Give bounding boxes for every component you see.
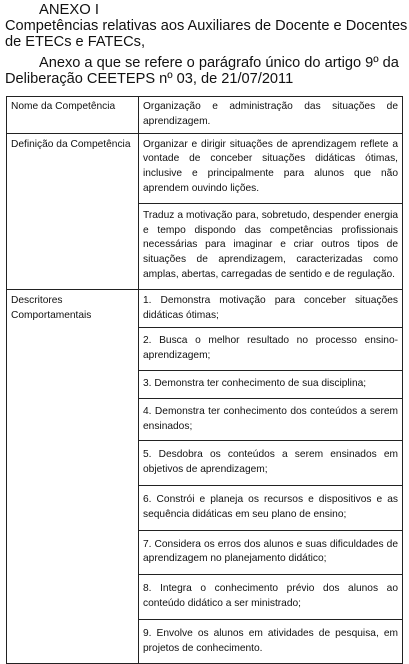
table-row [7,133,403,203]
definition-paragraph: Traduz a motivação para, sobretudo, despender energia e tempo dispondo das competências profissionais necessárias para imaginar e criar outros tipos de situações de aprendizagem, caracterizadas como amplas, abertas, carregadas de sentido e de regulação. [139,203,403,289]
competency-name: Organização e administração das situações de aprendizagem. [139,97,403,134]
descriptor-item: 7. Considera os erros dos alunos e suas dificuldades de aprendizagem no planejamento didático; [139,530,403,575]
definition-paragraph: Organizar e dirigir situações de aprendizagem reflete a vontade de conceber situações didáticas ótimas, inclusive e principalmente para alunos que não aprendem ouvindo lições. [139,133,403,203]
title-line-2: de ETECs e FATECs, [5,34,146,50]
descriptor-item: 8. Integra o conhecimento prévio dos alunos ao conteúdo didático a ser ministrado; [139,575,403,620]
descriptor-item: 2. Busca o melhor resultado no processo ensino-aprendizagem; [139,328,403,371]
descriptor-item: 6. Constrói e planeja os recursos e dispositivos e as sequência didáticas em seu plano de ensino; [139,485,403,530]
descriptor-item: 3. Demonstra ter conhecimento de sua disciplina; [139,370,403,398]
descriptor-item: 5. Desdobra os conteúdos a serem ensinados em objetivos de aprendizagem; [139,441,403,486]
descriptor-item: 4. Demonstra ter conhecimento dos conteúdos a serem ensinados; [139,398,403,441]
descriptor-item: 9. Envolve os alunos em atividades de pesquisa, em projetos de conhecimento. [139,619,403,664]
row-label: Descritores Comportamentais [7,289,139,664]
table-row [7,289,403,328]
title-line-1: Competências relativas aos Auxiliares de Docente e Docentes [5,18,408,34]
annex-label: ANEXO I [39,2,100,18]
descriptor-item: 1. Demonstra motivação para conceber situações didáticas ótimas; [139,289,403,328]
row-label: Nome da Competência [7,97,139,134]
competency-table [6,96,403,664]
reference-line-2: Deliberação CEETEPS nº 03, de 21/07/2011 [5,71,294,87]
table-row [7,97,403,134]
reference-line-1: Anexo a que se refere o parágrafo único do artigo 9º da [39,55,399,71]
row-label: Definição da Competência [7,133,139,289]
